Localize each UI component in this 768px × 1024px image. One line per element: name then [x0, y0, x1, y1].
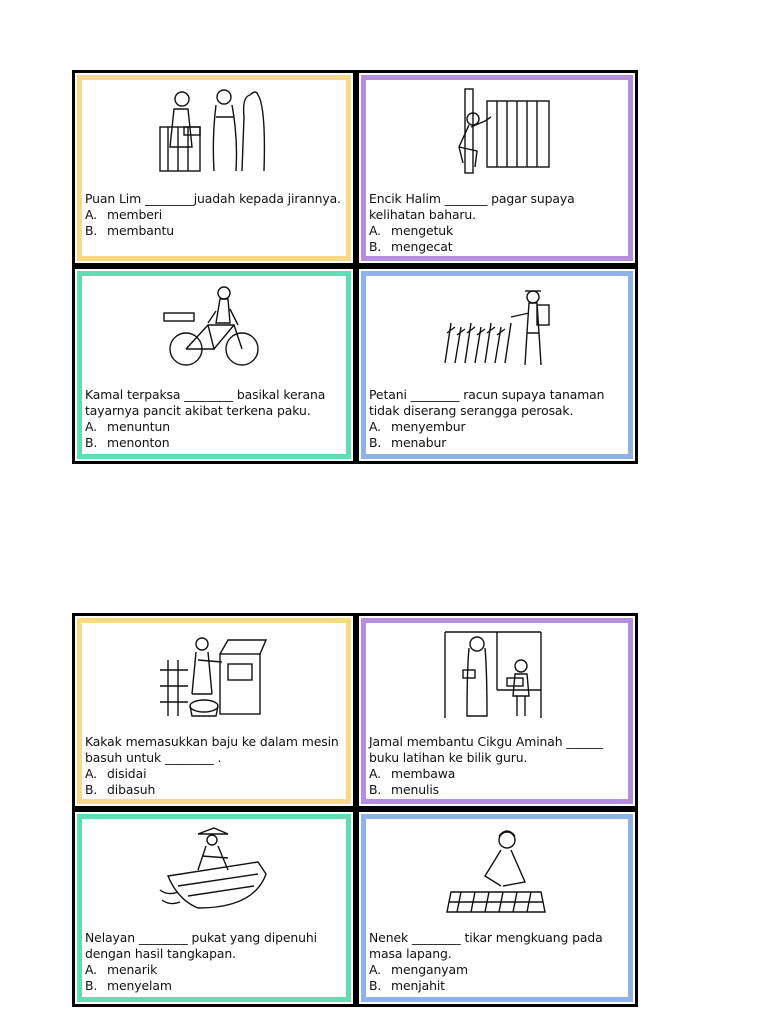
option-b[interactable]: B. menyelam — [85, 978, 172, 993]
option-a[interactable]: A. menuntun — [85, 419, 171, 434]
question-card-7 — [72, 809, 356, 1007]
question-card-6 — [356, 613, 638, 809]
grandmother-weaving-mat-icon — [441, 826, 553, 914]
question-text: Kakak memasukkan baju ke dalam mesin basuh untuk ________ . A. disidai B. dibasuh — [85, 734, 345, 798]
neighbours-giving-food-icon — [158, 87, 270, 175]
boy-with-bicycle-icon — [158, 283, 270, 371]
question-text: Kamal terpaksa ________ basikal kerana tayarnya pancit akibat terkena paku. A. menuntun B. menonton — [85, 387, 345, 451]
option-b[interactable]: B. menulis — [369, 782, 440, 797]
question-text: Jamal membantu Cikgu Aminah ______ buku latihan ke bilik guru. A. membawa B. menulis — [369, 734, 627, 798]
option-a[interactable]: A. membawa — [369, 766, 456, 781]
question-card-5 — [72, 613, 356, 809]
man-painting-fence-icon — [441, 87, 553, 175]
option-b[interactable]: B. mengecat — [369, 239, 453, 254]
boy-carrying-books-icon — [441, 630, 553, 718]
option-b[interactable]: B. menjahit — [369, 978, 445, 993]
question-text: Encik Halim _______ pagar supaya kelihatan baharu. A. mengetuk B. mengecat — [369, 191, 627, 255]
option-a[interactable]: A. disidai — [85, 766, 147, 781]
question-text: Nenek ________ tikar mengkuang pada masa lapang. A. menganyam B. menjahit — [369, 930, 627, 994]
option-a[interactable]: A. memberi — [85, 207, 163, 222]
option-a[interactable]: A. menyembur — [369, 419, 466, 434]
question-card-2 — [356, 70, 638, 266]
question-text: Puan Lim ________juadah kepada jirannya. A. memberi B. membantu — [85, 191, 345, 239]
washing-machine-icon — [158, 630, 270, 718]
option-b[interactable]: B. menonton — [85, 435, 170, 450]
option-a[interactable]: A. menarik — [85, 962, 158, 977]
question-card-3 — [72, 266, 356, 464]
question-card-4 — [356, 266, 638, 464]
question-text: Petani ________ racun supaya tanaman tidak diserang serangga perosak. A. menyembur B. menabur — [369, 387, 627, 451]
option-b[interactable]: B. membantu — [85, 223, 174, 238]
question-card-8 — [356, 809, 638, 1007]
option-b[interactable]: B. menabur — [369, 435, 447, 450]
question-text: Nelayan ________ pukat yang dipenuhi dengan hasil tangkapan. A. menarik B. menyelam — [85, 930, 345, 994]
question-card-1 — [72, 70, 356, 266]
farmer-spraying-crops-icon — [441, 283, 553, 371]
option-a[interactable]: A. mengetuk — [369, 223, 454, 238]
option-b[interactable]: B. dibasuh — [85, 782, 156, 797]
option-a[interactable]: A. menganyam — [369, 962, 468, 977]
fisherman-boat-icon — [158, 826, 270, 914]
